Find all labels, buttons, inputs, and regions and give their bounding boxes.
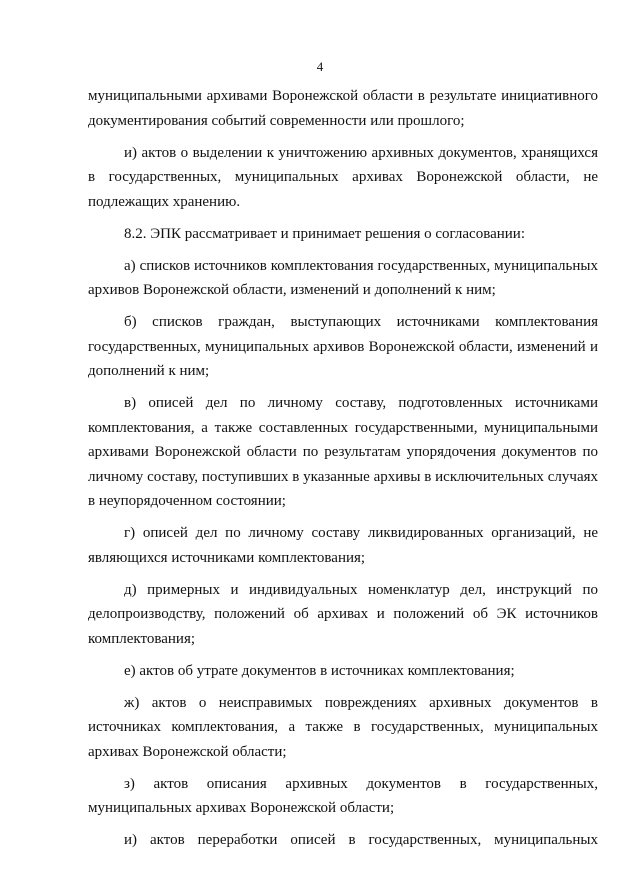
paragraph-item-b: б) списков граждан, выступающих источниками комплектования государственных, муниципальных архивов Воронежской области, изменений и дополнений к ним; [88, 314, 598, 379]
paragraph-item-i-destruction-acts: и) актов о выделении к уничтожению архивных документов, хранящихся в государственных, муниципальных архивах Воронежской области, не подлежащих хранению. [88, 144, 598, 210]
document-body [88, 84, 598, 853]
paragraph-item-v: в) описей дел по личному составу, подготовленных источниками комплектования, а также составленных государственными, муниципальными архивами Воронежской области по результатам упорядочения документов по личному составу, поступивших в указанные архивы в исключительных случаях в неупорядоченном состоянии; [88, 395, 598, 509]
paragraph-item-i-revision-acts: и) актов переработки описей в государственных, муниципальных [124, 832, 598, 848]
paragraph-section-8-2: 8.2. ЭПК рассматривает и принимает решения о согласовании: [124, 225, 526, 242]
paragraph-item-e: е) актов об утрате документов в источниках комплектования; [124, 662, 515, 679]
paragraph-item-zh: ж) актов о неисправимых повреждениях архивных документов в источниках комплектования, а также в государственных, муниципальных архивах Воронежской области; [88, 694, 598, 760]
paragraph-item-z: з) актов описания архивных документов в государственных, муниципальных архивах Воронежской области; [88, 775, 598, 816]
paragraph-continuation: муниципальными архивами Воронежской области в результате инициативного документирования событий современности или прошлого; [88, 88, 598, 129]
paragraph-item-g: г) описей дел по личному составу ликвидированных организаций, не являющихся источниками комплектования; [88, 525, 598, 566]
paragraph-item-d: д) примерных и индивидуальных номенклатур дел, инструкций по делопроизводству, положений об архивах и положений об ЭК источников комплектования; [88, 581, 598, 647]
paragraph-item-a: а) списков источников комплектования государственных, муниципальных архивов Воронежской области, изменений и дополнений к ним; [88, 257, 598, 298]
page-number: 4 [316, 59, 324, 74]
